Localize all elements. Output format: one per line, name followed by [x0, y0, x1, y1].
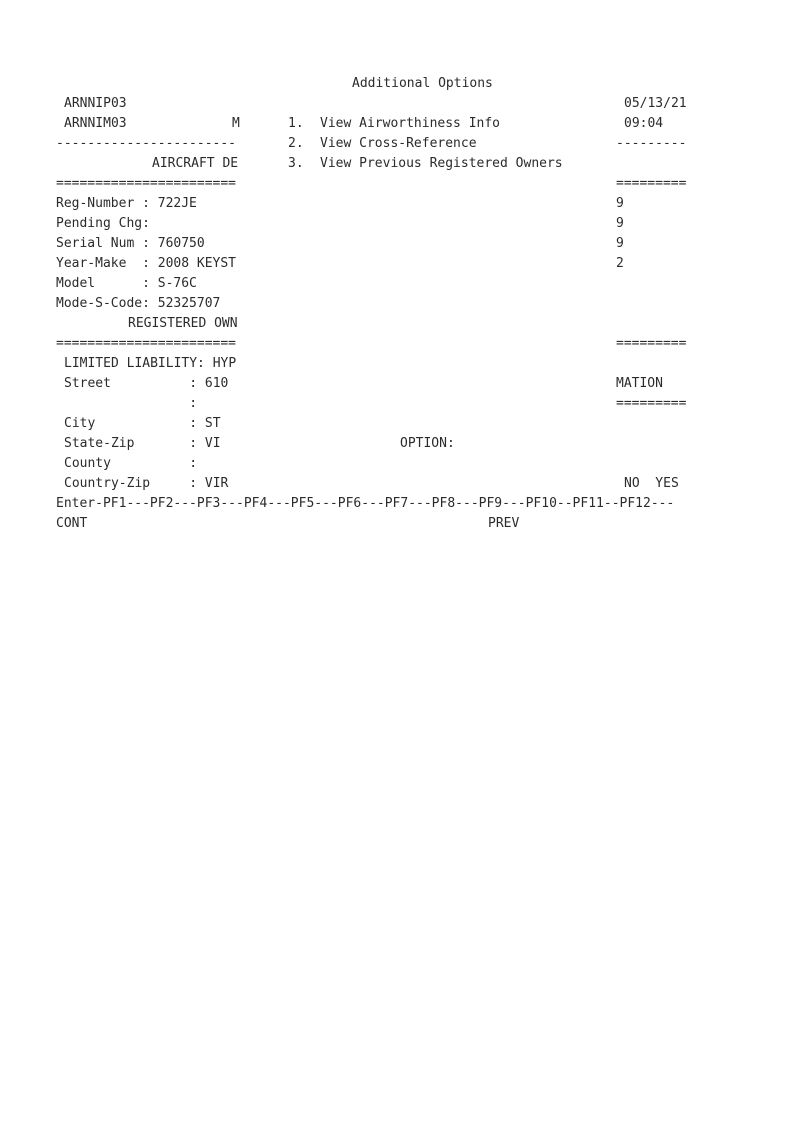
popup-title: Additional Options	[352, 76, 493, 91]
model-field: Model : S-76C	[56, 276, 197, 291]
owner-country-zip-field: Country-Zip : VIR	[64, 476, 229, 491]
mation-text: MATION	[616, 376, 663, 391]
option-2-label[interactable]: View Cross-Reference	[320, 136, 477, 151]
map-id: ARNNIM03	[64, 116, 127, 131]
option-1-label[interactable]: View Airworthiness Info	[320, 116, 501, 131]
right-digit-1: 9	[616, 196, 624, 211]
eq-rule-right-1: =========	[616, 176, 687, 191]
owner-city-field: City : ST	[64, 416, 221, 431]
eq-rule-right-3: =========	[616, 396, 687, 411]
right-digit-2: 9	[616, 216, 624, 231]
no-yes-choice[interactable]: NO YES	[624, 476, 679, 491]
eq-rule-right-2: =========	[616, 336, 687, 351]
pf-keys-bar: Enter-PF1---PF2---PF3---PF4---PF5---PF6---PF7---PF8---PF9---PF10--PF11--PF12---	[56, 496, 675, 511]
mode-s-code-field: Mode-S-Code: 52325707	[56, 296, 221, 311]
pending-chg-field: Pending Chg:	[56, 216, 150, 231]
program-id: ARNNIP03	[64, 96, 127, 111]
section-owner-heading: REGISTERED OWN	[128, 316, 238, 331]
option-1-number: 1.	[288, 116, 304, 131]
right-digit-3: 9	[616, 236, 624, 251]
serial-num-field: Serial Num : 760750	[56, 236, 205, 251]
owner-state-zip-field: State-Zip : VI	[64, 436, 221, 451]
mode-flag: M	[232, 116, 240, 131]
year-make-field: Year-Make : 2008 KEYST	[56, 256, 237, 271]
option-2-number: 2.	[288, 136, 304, 151]
date: 05/13/21	[624, 96, 687, 111]
option-3-number: 3.	[288, 156, 304, 171]
owner-street2-field: :	[64, 396, 198, 411]
pf-cont-label[interactable]: CONT	[56, 516, 88, 531]
dash-rule-left: -----------------------	[56, 136, 237, 151]
time: 09:04	[624, 116, 664, 131]
eq-rule-left-1: =======================	[56, 176, 237, 191]
section-aircraft-heading: AIRCRAFT DE	[152, 156, 239, 171]
dash-rule-right: ---------	[616, 136, 687, 151]
owner-street-field: Street : 610	[64, 376, 229, 391]
option-prompt[interactable]: OPTION:	[400, 436, 455, 451]
right-digit-4: 2	[616, 256, 624, 271]
owner-county-field: County :	[64, 456, 198, 471]
option-3-label[interactable]: View Previous Registered Owners	[320, 156, 563, 171]
owner-name-field: LIMITED LIABILITY: HYP	[64, 356, 237, 371]
pf-prev-label[interactable]: PREV	[488, 516, 520, 531]
eq-rule-left-2: =======================	[56, 336, 237, 351]
reg-number-field: Reg-Number : 722JE	[56, 196, 197, 211]
